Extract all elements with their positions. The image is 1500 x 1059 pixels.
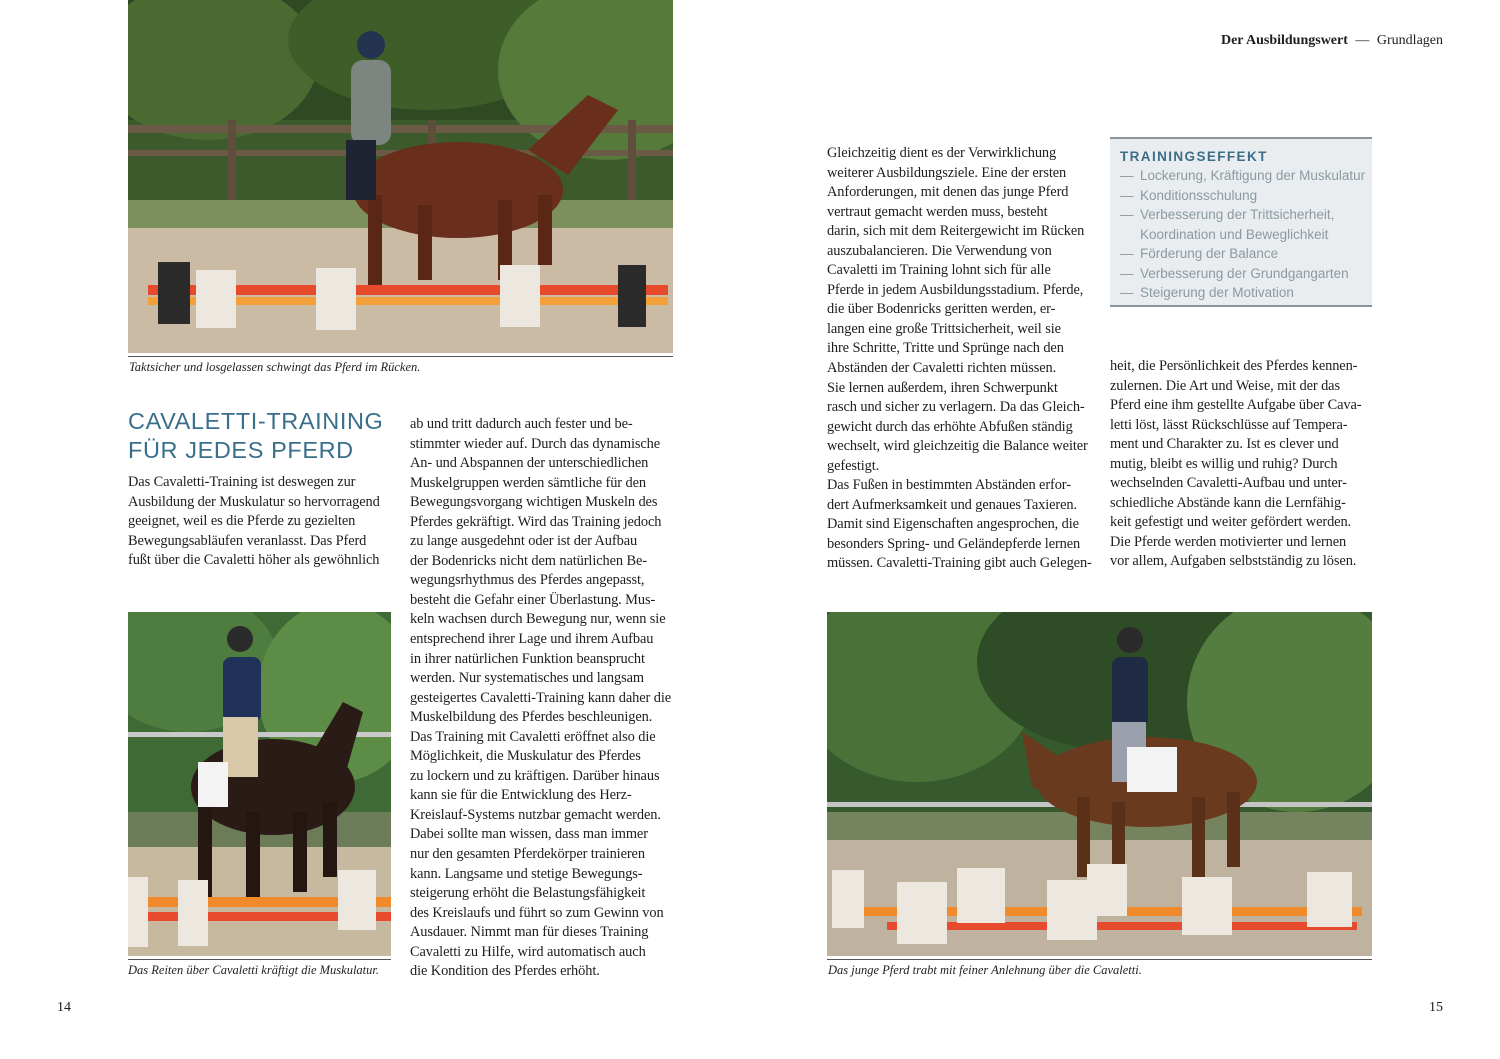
- text-line: müssen. Cavaletti-Training gibt auch Gelegen-: [827, 555, 1092, 572]
- text-line: Bewegungsabläufen veranlasst. Das Pferd: [128, 532, 367, 549]
- text-line: ment und Charakter zu. Ist es clever und: [1110, 436, 1339, 453]
- training-effect-item: — Verbesserung der Trittsicherheit, Koordination und Beweglichkeit: [1120, 207, 1335, 242]
- text-line: Kreislauf-Systems nutzbar gemacht werden.: [410, 806, 661, 823]
- text-line: zulernen. Die Art und Weise, mit der das: [1110, 377, 1340, 394]
- section-headline: [128, 407, 398, 465]
- text-column-1: [128, 473, 393, 571]
- text-line: Cavaletti im Training lohnt sich für alle: [827, 262, 1051, 279]
- text-line: gefestigt.: [827, 457, 880, 474]
- text-line: Muskelgruppen werden sämtliche für den: [410, 474, 646, 491]
- text-line: Pferdes gekräftigt. Wird das Training jedoch: [410, 513, 662, 530]
- photo-caption: Taktsicher und losgelassen schwingt das Pferd im Rücken.: [129, 360, 421, 374]
- text-line: Muskelbildung des Pferdes beschleunigen.: [410, 709, 653, 726]
- text-line: schiedliche Abstände kann die Lernfähig-: [1110, 494, 1346, 511]
- photo-caption: Das Reiten über Cavaletti kräftigt die Muskulatur.: [128, 963, 380, 977]
- text-line: geeignet, weil es die Pferde zu gezielten: [128, 513, 356, 530]
- text-line: steigerung erhöht die Belastungsfähigkeit: [410, 885, 646, 902]
- text-line: der Bodenricks nicht dem natürlichen Be-: [410, 552, 647, 569]
- photo-caption-rule: [128, 959, 391, 960]
- page-number: 15: [1429, 1000, 1443, 1015]
- text-line: letti löst, lässt Rückschlüsse auf Tempera-: [1110, 416, 1348, 433]
- page-number: 14: [57, 1000, 71, 1015]
- text-line: weiterer Ausbildungsziele. Eine der ersten: [827, 164, 1067, 181]
- text-line: keln wachsen durch Bewegung nur, wenn sie: [410, 611, 666, 628]
- text-line: Das Fußen in bestimmten Abständen erfor-: [827, 477, 1071, 494]
- text-line: stimmter wieder auf. Durch das dynamische: [410, 435, 661, 452]
- text-line: besteht die Gefahr einer Überlastung. Mus-: [410, 591, 656, 608]
- running-head-section: Der Ausbildungswert: [1220, 33, 1348, 48]
- text-line: nur den gesamten Pferdekörper trainieren: [410, 846, 645, 863]
- text-column-2: [410, 415, 682, 982]
- text-line: entsprechend ihrer Lage und ihrem Aufbau: [410, 631, 654, 648]
- text-line: Gleichzeitig dient es der Verwirklichung: [827, 145, 1057, 161]
- text-line: Sie lernen außerdem, ihren Schwerpunkt: [827, 379, 1058, 396]
- text-line: Ausbildung der Muskulatur so hervorragend: [128, 493, 380, 510]
- text-line: werden. Nur systematisches und langsam: [410, 670, 644, 687]
- text-line: darin, sich mit dem Reitergewicht im Rücken: [827, 223, 1085, 240]
- running-head-separator: —: [1355, 33, 1370, 48]
- photo-caption-rule: [827, 959, 1372, 960]
- text-line: gesteigertes Cavaletti-Training kann daher die: [410, 689, 672, 706]
- text-line: heit, die Persönlichkeit des Pferdes kennen-: [1110, 358, 1358, 374]
- text-line: Damit sind Eigenschaften angesprochen, die: [827, 516, 1079, 533]
- training-effect-item: — Steigerung der Motivation: [1120, 285, 1294, 300]
- text-line: mutig, bleibt es willig und ruhig? Durch: [1110, 455, 1338, 472]
- text-line: wechselnden Cavaletti-Aufbau und unter-: [1110, 475, 1347, 492]
- training-effect-item: — Konditionsschulung: [1120, 187, 1258, 203]
- training-effect-box: [1110, 137, 1372, 307]
- photo-caption-rule: [128, 356, 673, 357]
- photo-rider-chestnut-horse: [128, 0, 673, 353]
- text-line: kann sie für die Entwicklung des Herz-: [410, 787, 632, 804]
- photo-rider-bay-horse: [128, 612, 391, 956]
- text-column-3: [827, 144, 1099, 574]
- text-line: Dabei sollte man wissen, dass man immer: [410, 826, 648, 843]
- running-head: [1221, 33, 1443, 49]
- text-line: Anforderungen, mit denen das junge Pferd: [827, 184, 1069, 201]
- text-line: auszubalancieren. Die Verwendung von: [827, 242, 1052, 259]
- text-line: Das Training mit Cavaletti eröffnet also die: [410, 728, 656, 745]
- text-line: langen eine große Trittsicherheit, weil sie: [827, 320, 1061, 337]
- training-effect-item: — Verbesserung der Grundgangarten: [1120, 265, 1349, 281]
- text-line: die Kondition des Pferdes erhöht.: [410, 963, 600, 980]
- text-line: Abständen der Cavaletti richten müssen.: [827, 360, 1057, 377]
- text-line: Ausdauer. Nimmt man für dieses Training: [410, 924, 649, 941]
- text-line: Bewegungsvorgang wichtigen Muskeln des: [410, 494, 658, 511]
- text-line: ab und tritt dadurch auch fester und be-: [410, 416, 633, 432]
- text-line: in ihrer natürlichen Funktion beansprucht: [410, 650, 645, 667]
- text-line: zu lange ausgedehnt oder ist der Aufbau: [410, 533, 638, 550]
- text-line: ihre Schritte, Tritte und Sprünge nach den: [827, 340, 1064, 357]
- text-line: Möglichkeit, die Muskulatur des Pferdes: [410, 748, 641, 765]
- photo-young-horse-trotting: [827, 612, 1372, 956]
- training-effect-item: — Lockerung, Kräftigung der Muskulatur: [1120, 168, 1366, 183]
- text-line: Cavaletti zu Hilfe, wird automatisch auch: [410, 943, 646, 960]
- training-effect-list: [1120, 166, 1372, 303]
- text-line: rasch und sicher zu verlagern. Da das Gleich-: [827, 399, 1085, 416]
- training-effect-item: — Förderung der Balance: [1120, 246, 1279, 261]
- text-line: die über Bodenricks geritten werden, er-: [827, 301, 1056, 318]
- headline-line-1: CAVALETTI-TRAINING: [128, 408, 384, 434]
- text-line: vor allem, Aufgaben selbstständig zu lösen.: [1110, 553, 1357, 570]
- text-line: wegungsrhythmus des Pferdes angepasst,: [410, 572, 645, 589]
- photo-caption: Das junge Pferd trabt mit feiner Anlehnung über die Cavaletti.: [828, 963, 1142, 977]
- text-line: Das Cavaletti-Training ist deswegen zur: [128, 474, 356, 490]
- text-line: Die Pferde werden motivierter und lernen: [1110, 533, 1347, 550]
- text-line: vertraut gemacht werden muss, besteht: [827, 203, 1048, 220]
- text-line: kann. Langsame und stetige Bewegungs-: [410, 865, 643, 882]
- text-line: des Kreislaufs und führt so zum Gewinn von: [410, 904, 664, 921]
- text-line: keit gefestigt und weiter gefördert werden.: [1110, 514, 1352, 531]
- text-line: zu lockern und zu kräftigen. Darüber hinaus: [410, 767, 660, 784]
- text-line: Pferde in jedem Ausbildungsstadium. Pferde,: [827, 281, 1084, 298]
- text-line: fußt über die Cavaletti höher als gewöhnlich: [128, 552, 380, 569]
- text-line: Pferd eine ihm gestellte Aufgabe über Cava-: [1110, 397, 1362, 414]
- text-line: An- und Abspannen der unterschiedlichen: [410, 455, 649, 472]
- headline-line-2: FÜR JEDES PFERD: [128, 437, 354, 463]
- text-column-4: [1110, 357, 1382, 572]
- text-line: besonders Spring- und Geländepferde lernen: [827, 535, 1081, 552]
- right-page: [750, 0, 1500, 1059]
- text-line: wechselt, wird gleichzeitig die Balance weiter: [827, 438, 1088, 455]
- text-line: gewicht durch das erhöhte Abfußen ständig: [827, 418, 1073, 435]
- text-line: dert Aufmerksamkeit und genaues Taxieren.: [827, 496, 1077, 513]
- running-head-chapter: Grundlagen: [1376, 33, 1443, 48]
- training-effect-title: TRAININGSEFFEKT: [1120, 149, 1268, 164]
